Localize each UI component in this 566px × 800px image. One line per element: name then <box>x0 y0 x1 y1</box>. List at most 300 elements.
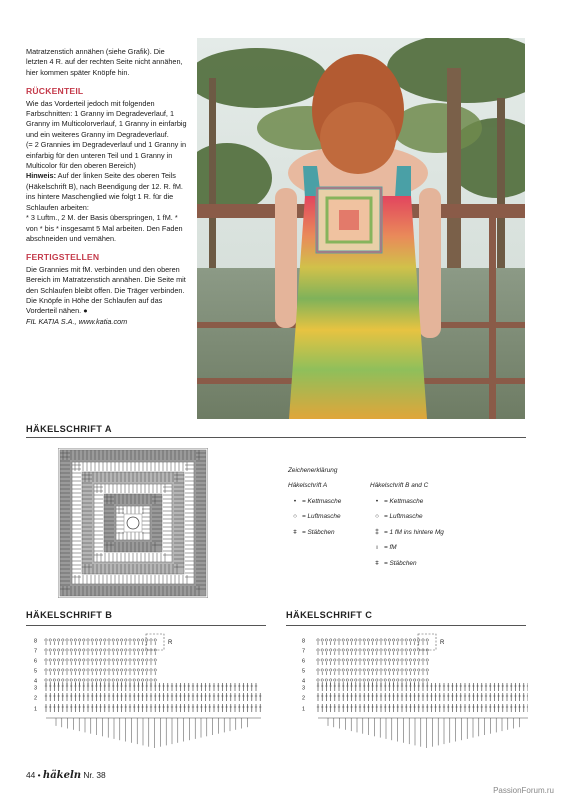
chart-chain-stitch <box>62 659 64 661</box>
chart-chain-stitch <box>367 679 369 681</box>
chart-chain-stitch <box>418 679 420 681</box>
chart-chain-stitch <box>141 679 143 681</box>
chart-chain-stitch <box>355 659 357 661</box>
legend-a-double-crochet: ǂ = Stäbchen <box>288 525 383 541</box>
chart-chain-stitch <box>137 649 139 651</box>
back-loop-sc-icon: ⁑ <box>375 529 379 537</box>
chart-chain-stitch <box>338 669 340 671</box>
chart-chain-stitch <box>384 649 386 651</box>
chart-chain-stitch <box>99 669 101 671</box>
chart-chain-stitch <box>359 649 361 651</box>
chart-chain-stitch <box>342 649 344 651</box>
chart-chain-stitch <box>108 649 110 651</box>
chart-chain-stitch <box>120 679 122 681</box>
chart-chain-stitch <box>120 649 122 651</box>
chart-chain-stitch <box>99 639 101 641</box>
chart-chain-stitch <box>154 639 156 641</box>
chart-chain-stitch <box>388 649 390 651</box>
chart-chain-stitch <box>57 649 59 651</box>
chart-chain-stitch <box>91 639 93 641</box>
chart-chain-stitch <box>150 669 152 671</box>
chart-chain-stitch <box>367 659 369 661</box>
chart-chain-stitch <box>104 639 106 641</box>
chart-chain-stitch <box>371 679 373 681</box>
chart-chain-stitch <box>95 659 97 661</box>
single-crochet-icon: ı <box>376 544 378 552</box>
chart-chain-stitch <box>120 639 122 641</box>
chart-chain-stitch <box>99 649 101 651</box>
chart-chain-stitch <box>409 679 411 681</box>
chart-chain-stitch <box>392 679 394 681</box>
magazine-brand: häkeln <box>42 770 82 781</box>
chart-a-ring <box>116 506 150 540</box>
chart-chain-stitch <box>125 679 127 681</box>
chart-chain-stitch <box>346 639 348 641</box>
chart-chain-stitch <box>388 669 390 671</box>
chart-c-rule <box>286 625 526 626</box>
chart-chain-stitch <box>409 659 411 661</box>
chart-chain-stitch <box>129 649 131 651</box>
chart-chain-stitch <box>74 679 76 681</box>
chart-chain-stitch <box>346 659 348 661</box>
chart-chain-stitch <box>418 659 420 661</box>
chart-chain-stitch <box>95 669 97 671</box>
chart-chain-stitch <box>401 639 403 641</box>
chart-chain-stitch <box>405 659 407 661</box>
chart-row-number: 6 <box>34 658 38 665</box>
chart-chain-stitch <box>363 659 365 661</box>
chart-chain-stitch <box>325 659 327 661</box>
chart-row-number: 5 <box>302 668 306 675</box>
chart-chain-stitch <box>137 639 139 641</box>
chart-chain-stitch <box>409 669 411 671</box>
issue-number: Nr. 38 <box>83 770 106 780</box>
chart-chain-stitch <box>334 639 336 641</box>
chart-chain-stitch <box>334 659 336 661</box>
chart-chain-stitch <box>95 639 97 641</box>
chart-chain-stitch <box>74 669 76 671</box>
chart-chain-stitch <box>321 659 323 661</box>
chart-chain-stitch <box>317 679 319 681</box>
chart-chain-stitch <box>87 649 89 651</box>
chart-chain-stitch <box>49 639 51 641</box>
chart-chain-stitch <box>338 659 340 661</box>
chart-chain-stitch <box>108 669 110 671</box>
chart-chain-stitch <box>133 639 135 641</box>
chart-row-number: 2 <box>302 695 306 702</box>
legend-bc-double-crochet: ǂ = Stäbchen <box>370 556 490 572</box>
hinweis-label: Hinweis: <box>26 171 57 181</box>
chart-chain-stitch <box>367 669 369 671</box>
chart-chain-stitch <box>409 639 411 641</box>
chart-chain-stitch <box>133 679 135 681</box>
chart-chain-stitch <box>329 679 331 681</box>
chart-a-diagram <box>58 448 208 598</box>
chart-chain-stitch <box>87 659 89 661</box>
chart-chain-stitch <box>49 659 51 661</box>
chart-chain-stitch <box>329 639 331 641</box>
chart-repeat-label: R <box>440 640 445 646</box>
chart-chain-stitch <box>87 669 89 671</box>
chart-chain-stitch <box>91 649 93 651</box>
chart-chain-stitch <box>350 679 352 681</box>
chart-chain-stitch <box>104 649 106 651</box>
chart-chain-stitch <box>367 639 369 641</box>
chart-chain-stitch <box>146 669 148 671</box>
chart-chain-stitch <box>371 669 373 671</box>
double-crochet-icon: ǂ <box>375 559 379 567</box>
chart-chain-stitch <box>83 659 85 661</box>
chart-chain-stitch <box>325 669 327 671</box>
legend-col-bc <box>370 478 490 571</box>
chart-row-number: 7 <box>34 648 38 655</box>
chart-chain-stitch <box>401 669 403 671</box>
chart-chain-stitch <box>125 669 127 671</box>
chart-chain-stitch <box>397 649 399 651</box>
legend-col-a <box>288 478 383 540</box>
chart-row-number: 4 <box>302 678 306 685</box>
chart-chain-stitch <box>426 659 428 661</box>
chart-chain-stitch <box>363 679 365 681</box>
chart-chain-stitch <box>350 639 352 641</box>
chart-row-number: 6 <box>302 658 306 665</box>
chart-chain-stitch <box>53 639 55 641</box>
chart-chain-stitch <box>133 649 135 651</box>
chart-chain-stitch <box>57 679 59 681</box>
credit-line: FIL KATIA S.A., www.katia.com <box>26 316 128 326</box>
chart-chain-stitch <box>53 679 55 681</box>
chart-chain-stitch <box>317 659 319 661</box>
page-number: 44 <box>26 770 36 780</box>
chart-chain-stitch <box>350 659 352 661</box>
chart-chain-stitch <box>413 669 415 671</box>
chart-chain-stitch <box>112 649 114 651</box>
chart-chain-stitch <box>413 649 415 651</box>
chart-chain-stitch <box>342 639 344 641</box>
chart-chain-stitch <box>70 669 72 671</box>
chart-chain-stitch <box>66 679 68 681</box>
chart-b-diagram <box>28 630 268 760</box>
chart-chain-stitch <box>329 649 331 651</box>
chart-chain-stitch <box>413 679 415 681</box>
chart-chain-stitch <box>329 659 331 661</box>
chart-repeat-label: R <box>168 640 173 646</box>
chart-row-number: 4 <box>34 678 38 685</box>
chart-chain-stitch <box>388 639 390 641</box>
chart-chain-stitch <box>397 639 399 641</box>
chart-chain-stitch <box>108 639 110 641</box>
chart-chain-stitch <box>129 669 131 671</box>
chart-chain-stitch <box>141 649 143 651</box>
chart-chain-stitch <box>66 669 68 671</box>
legend-title: Zeichenerklärung <box>288 467 338 475</box>
chart-chain-stitch <box>62 649 64 651</box>
chart-chain-stitch <box>325 649 327 651</box>
chart-chain-stitch <box>342 669 344 671</box>
chart-chain-stitch <box>45 669 47 671</box>
chart-c-diagram <box>288 630 528 760</box>
hinweis-paragraph <box>26 171 188 213</box>
page-footer <box>26 770 106 781</box>
legend-bc-chain: ○ = Luftmasche <box>370 509 490 525</box>
chart-chain-stitch <box>409 649 411 651</box>
chart-chain-stitch <box>350 669 352 671</box>
chart-chain-stitch <box>99 659 101 661</box>
chart-chain-stitch <box>359 639 361 641</box>
photo-illustration <box>197 38 525 419</box>
chart-chain-stitch <box>150 679 152 681</box>
chart-chain-stitch <box>380 659 382 661</box>
chart-chain-stitch <box>422 639 424 641</box>
chart-chain-stitch <box>49 649 51 651</box>
chart-chain-stitch <box>116 659 118 661</box>
chart-chain-stitch <box>363 649 365 651</box>
chain-stitch-icon: ○ <box>375 513 379 521</box>
chart-chain-stitch <box>154 679 156 681</box>
chart-chain-stitch <box>317 649 319 651</box>
chart-row-number: 8 <box>302 638 306 645</box>
chart-chain-stitch <box>83 639 85 641</box>
chart-chain-stitch <box>422 659 424 661</box>
chart-chain-stitch <box>325 639 327 641</box>
double-crochet-icon: ǂ <box>293 528 297 536</box>
chart-chain-stitch <box>346 679 348 681</box>
legend-col-a-title: Häkelschrift A <box>288 482 328 490</box>
chart-chain-stitch <box>45 639 47 641</box>
chart-chain-stitch <box>95 679 97 681</box>
chart-chain-stitch <box>376 639 378 641</box>
chart-chain-stitch <box>66 659 68 661</box>
chart-chain-stitch <box>392 659 394 661</box>
chart-chain-stitch <box>91 659 93 661</box>
rueckenteil-body-2: (= 2 Grannies im Degradeverlauf und 1 Granny in einfarbig für den unteren Teil und 1 Granny in Multicolor für den oberen Bereich) <box>26 140 187 171</box>
chart-chain-stitch <box>342 659 344 661</box>
chart-chain-stitch <box>108 659 110 661</box>
chart-chain-stitch <box>405 649 407 651</box>
chart-chain-stitch <box>49 669 51 671</box>
chart-chain-stitch <box>338 679 340 681</box>
intro-paragraph: Matratzenstich annähen (siehe Grafik). Die letzten 4 R. auf der rechten Seite nicht annähen, hier kommen später Knöpfe hin. <box>26 47 183 77</box>
legend-bc-back-loop: ⁑ = 1 fM ins hintere Mg <box>370 525 490 541</box>
chart-chain-stitch <box>380 649 382 651</box>
chart-chain-stitch <box>334 679 336 681</box>
fertigstellen-body-2: Die Knöpfe in Höhe der Schlaufen auf das Vorderteil nähen. ● <box>26 295 163 316</box>
chart-chain-stitch <box>116 649 118 651</box>
chart-chain-stitch <box>346 649 348 651</box>
photo-girl-crochet-dress <box>197 38 525 419</box>
chart-chain-stitch <box>334 649 336 651</box>
chart-chain-stitch <box>359 679 361 681</box>
chart-chain-stitch <box>78 649 80 651</box>
chart-chain-stitch <box>384 679 386 681</box>
chart-chain-stitch <box>363 669 365 671</box>
chart-chain-stitch <box>329 669 331 671</box>
chart-chain-stitch <box>401 679 403 681</box>
chart-chain-stitch <box>325 679 327 681</box>
chart-chain-stitch <box>141 669 143 671</box>
chart-chain-stitch <box>422 679 424 681</box>
chart-chain-stitch <box>371 639 373 641</box>
chart-b-rule <box>26 625 266 626</box>
chart-chain-stitch <box>74 639 76 641</box>
chart-chain-stitch <box>355 679 357 681</box>
chart-chain-stitch <box>338 639 340 641</box>
rueckenteil-instructions: * 3 Luftm., 2 M. der Basis überspringen, 1 fM. * von * bis * insgesamt 5 Mal arbeiten. Den Faden abschneiden und vernähen. <box>26 213 183 243</box>
chart-chain-stitch <box>146 659 148 661</box>
text-column <box>26 47 188 327</box>
slip-stitch-icon: • <box>293 497 297 505</box>
chart-chain-stitch <box>376 679 378 681</box>
chart-chain-stitch <box>321 639 323 641</box>
rueckenteil-heading: RÜCKENTEIL <box>26 86 84 97</box>
chart-chain-stitch <box>91 669 93 671</box>
chart-chain-stitch <box>70 679 72 681</box>
legend-a-chain: ○ = Luftmasche <box>288 509 383 525</box>
chart-chain-stitch <box>120 659 122 661</box>
chart-chain-stitch <box>150 639 152 641</box>
chart-chain-stitch <box>129 639 131 641</box>
legend <box>288 463 488 479</box>
chart-chain-stitch <box>384 659 386 661</box>
legend-bc-slip-stitch: • = Kettmasche <box>370 494 490 510</box>
hinweis-text: Auf der linken Seite des oberen Teils (Häkelschrift B), nach Beendigung der 12. R. fM. ins hintere Maschenglied wie folgt 1 R. für die Schlaufen arbeiten: <box>26 171 183 212</box>
chart-chain-stitch <box>338 649 340 651</box>
chart-chain-stitch <box>376 659 378 661</box>
chart-chain-stitch <box>141 639 143 641</box>
chart-chain-stitch <box>392 669 394 671</box>
chart-chain-stitch <box>133 659 135 661</box>
chart-chain-stitch <box>401 649 403 651</box>
chart-chain-stitch <box>112 639 114 641</box>
chart-chain-stitch <box>104 659 106 661</box>
chart-chain-stitch <box>45 679 47 681</box>
chart-chain-stitch <box>70 639 72 641</box>
chart-chain-stitch <box>112 669 114 671</box>
chart-a-rule <box>26 437 526 438</box>
chart-chain-stitch <box>57 659 59 661</box>
chart-chain-stitch <box>70 659 72 661</box>
legend-a-slip-stitch: • = Kettmasche <box>288 494 383 510</box>
chart-chain-stitch <box>53 669 55 671</box>
chart-chain-stitch <box>371 659 373 661</box>
chart-chain-stitch <box>141 659 143 661</box>
chart-chain-stitch <box>45 649 47 651</box>
chart-chain-stitch <box>342 679 344 681</box>
chart-chain-stitch <box>392 649 394 651</box>
chart-chain-stitch <box>78 659 80 661</box>
chart-chain-stitch <box>99 679 101 681</box>
chart-chain-stitch <box>125 649 127 651</box>
chart-chain-stitch <box>418 669 420 671</box>
rueckenteil-body: Wie das Vorderteil jedoch mit folgenden Farbschnitten: 1 Granny im Degradeverlauf, 1 Granny im Multicolorverlauf, 1 Granny in einfarbig und ein weiteres Granny im Degradeverlauf. <box>26 98 187 139</box>
chart-chain-stitch <box>57 669 59 671</box>
chart-chain-stitch <box>116 639 118 641</box>
chart-chain-stitch <box>334 669 336 671</box>
chart-chain-stitch <box>66 649 68 651</box>
chart-chain-stitch <box>355 669 357 671</box>
chart-chain-stitch <box>78 679 80 681</box>
chart-chain-stitch <box>116 669 118 671</box>
chart-chain-stitch <box>91 679 93 681</box>
chart-chain-stitch <box>112 679 114 681</box>
chart-chain-stitch <box>137 669 139 671</box>
chart-chain-stitch <box>78 639 80 641</box>
chart-chain-stitch <box>45 659 47 661</box>
chart-chain-stitch <box>321 679 323 681</box>
chart-chain-stitch <box>104 669 106 671</box>
chart-c-title: HÄKELSCHRIFT C <box>286 610 373 620</box>
chart-chain-stitch <box>74 659 76 661</box>
chart-row-number: 8 <box>34 638 38 645</box>
chart-chain-stitch <box>62 669 64 671</box>
fertigstellen-heading: FERTIGSTELLEN <box>26 252 100 263</box>
chart-chain-stitch <box>133 669 135 671</box>
chart-chain-stitch <box>384 639 386 641</box>
chart-chain-stitch <box>397 669 399 671</box>
chart-row-number: 3 <box>302 685 306 692</box>
chart-chain-stitch <box>116 679 118 681</box>
chart-chain-stitch <box>426 669 428 671</box>
chart-chain-stitch <box>108 679 110 681</box>
chart-chain-stitch <box>317 669 319 671</box>
chart-b-title: HÄKELSCHRIFT B <box>26 610 113 620</box>
legend-col-bc-title: Häkelschrift B and C <box>370 482 429 490</box>
chart-row-number: 2 <box>34 695 38 702</box>
chart-chain-stitch <box>154 669 156 671</box>
chart-chain-stitch <box>83 669 85 671</box>
chart-chain-stitch <box>112 659 114 661</box>
chart-row-number: 7 <box>302 648 306 655</box>
chart-chain-stitch <box>321 669 323 671</box>
chart-chain-stitch <box>95 649 97 651</box>
chart-chain-stitch <box>150 659 152 661</box>
chart-chain-stitch <box>405 669 407 671</box>
watermark: PassionForum.ru <box>493 786 554 795</box>
chart-chain-stitch <box>66 639 68 641</box>
chart-chain-stitch <box>376 669 378 671</box>
chart-chain-stitch <box>346 669 348 671</box>
chart-chain-stitch <box>321 649 323 651</box>
chart-chain-stitch <box>129 679 131 681</box>
chart-chain-stitch <box>384 669 386 671</box>
chart-chain-stitch <box>422 669 424 671</box>
chart-chain-stitch <box>392 639 394 641</box>
chart-chain-stitch <box>388 659 390 661</box>
chart-chain-stitch <box>397 659 399 661</box>
chart-chain-stitch <box>62 639 64 641</box>
chart-chain-stitch <box>53 659 55 661</box>
chart-chain-stitch <box>359 669 361 671</box>
chart-chain-stitch <box>380 639 382 641</box>
chart-chain-stitch <box>125 639 127 641</box>
chart-chain-stitch <box>405 639 407 641</box>
slip-stitch-icon: • <box>375 497 379 505</box>
chart-chain-stitch <box>376 649 378 651</box>
chart-chain-stitch <box>413 659 415 661</box>
chart-chain-stitch <box>317 639 319 641</box>
fertigstellen-body: Die Grannies mit fM. verbinden und den oberen Bereich im Matratzenstich annähen. Die Seite mit den Schlaufen bleibt offen. Die Träger verbinden. <box>26 264 186 295</box>
chain-stitch-icon: ○ <box>293 513 297 521</box>
chart-chain-stitch <box>137 659 139 661</box>
chart-chain-stitch <box>146 679 148 681</box>
chart-chain-stitch <box>83 649 85 651</box>
chart-chain-stitch <box>405 679 407 681</box>
chart-chain-stitch <box>53 649 55 651</box>
chart-chain-stitch <box>70 649 72 651</box>
chart-chain-stitch <box>359 659 361 661</box>
chart-chain-stitch <box>367 649 369 651</box>
chart-chain-stitch <box>426 679 428 681</box>
